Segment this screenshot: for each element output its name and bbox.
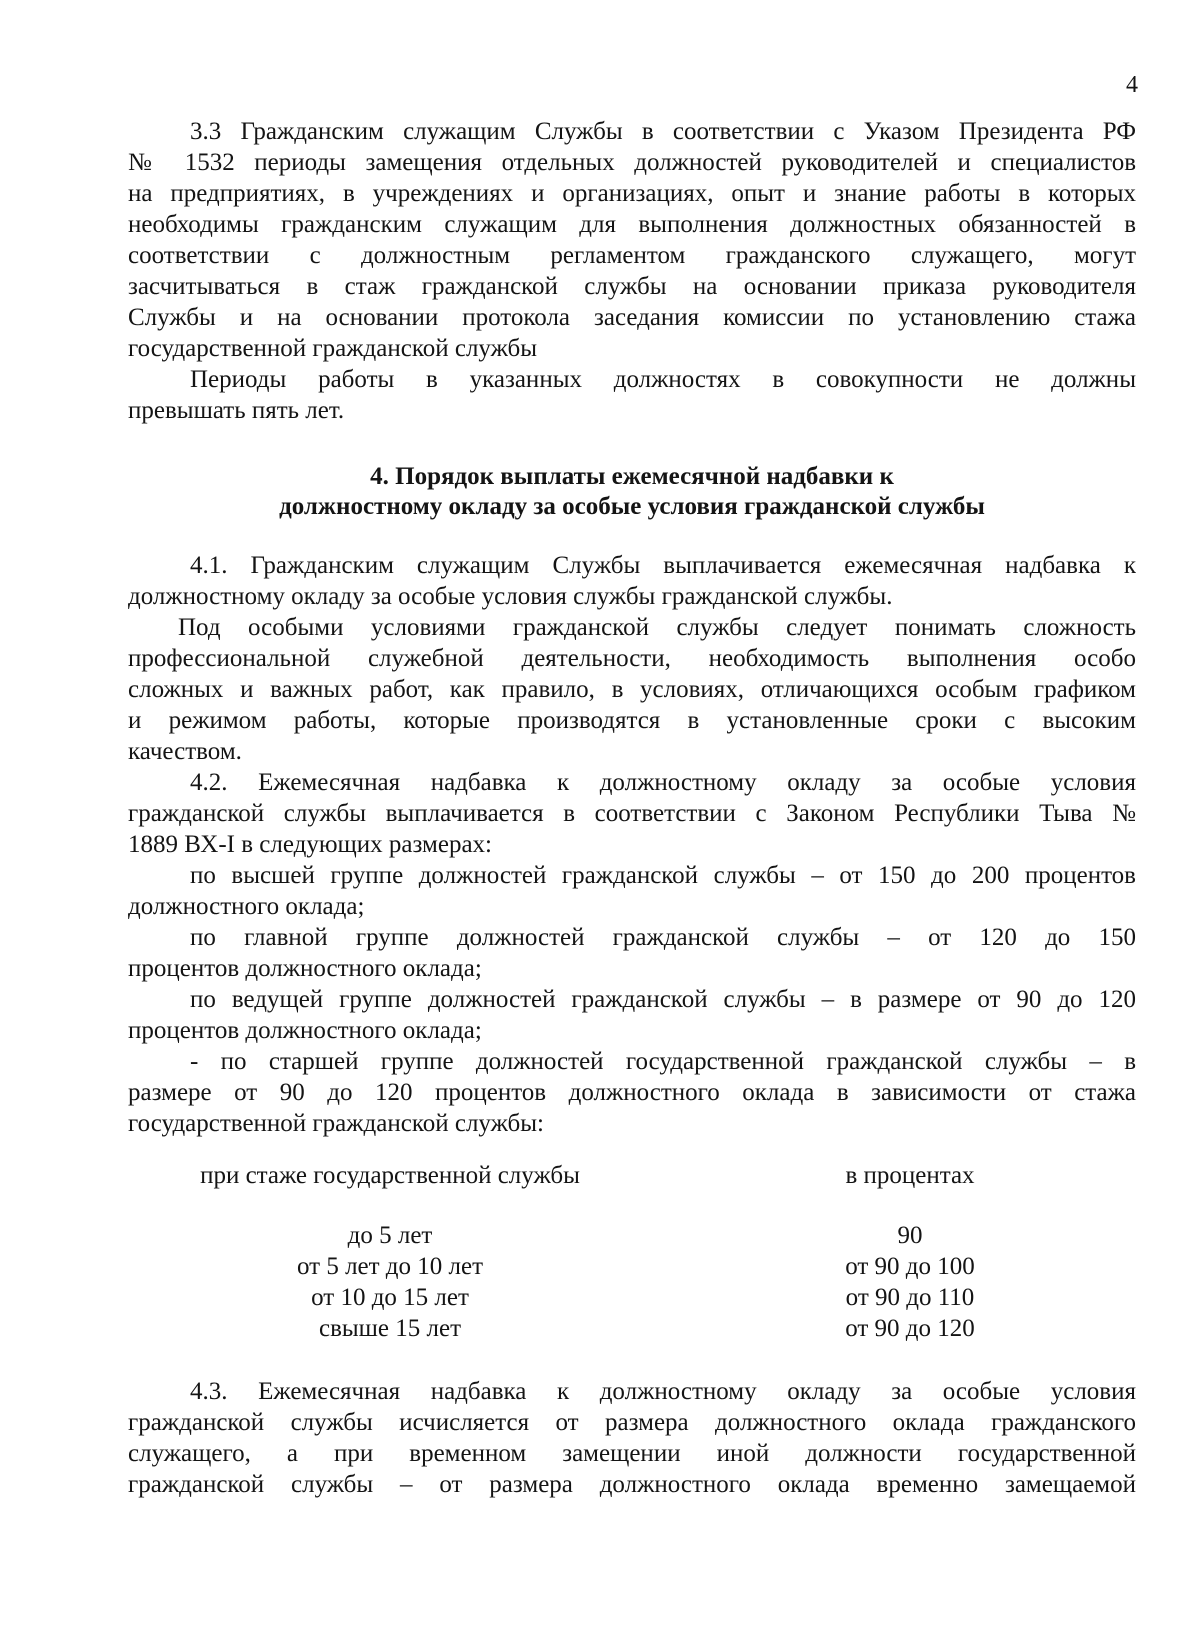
paragraph-line: № 1532 периоды замещения отдельных должностей руководителей и специалистов xyxy=(128,149,1136,176)
paragraph-line: 4.2. Ежемесячная надбавка к должностному окладу за особые условия xyxy=(190,769,1136,796)
paragraph-line: по ведущей группе должностей гражданской службы – в размере от 90 до 120 xyxy=(190,986,1136,1013)
paragraph-line: 3.3 Гражданским служащим Службы в соответствии с Указом Президента РФ xyxy=(190,118,1136,145)
paragraph-line: - по старшей группе должностей государственной гражданской службы – в xyxy=(190,1048,1136,1075)
paragraph-line: 1889 ВХ-I в следующих размерах: xyxy=(128,831,493,858)
paragraph-line: государственной гражданской службы: xyxy=(128,1110,544,1137)
table-cell-stage: от 10 до 15 лет xyxy=(311,1284,469,1311)
table-header-stage: при стаже государственной службы xyxy=(200,1162,580,1189)
table-cell-stage: свыше 15 лет xyxy=(318,1315,462,1342)
paragraph-line: процентов должностного оклада; xyxy=(128,955,482,982)
paragraph-line: Службы и на основании протокола заседания комиссии по установлению стажа xyxy=(128,304,1136,331)
paragraph-line: гражданской службы выплачивается в соответствии с Законом Республики Тыва № xyxy=(128,800,1136,827)
paragraph-line: 4.1. Гражданским служащим Службы выплачивается ежемесячная надбавка к xyxy=(190,552,1136,579)
paragraph-line: по высшей группе должностей гражданской службы – от 150 до 200 процентов xyxy=(190,862,1136,889)
table-cell-percent: от 90 до 110 xyxy=(845,1284,975,1311)
paragraph-line: Периоды работы в указанных должностях в совокупности не должны xyxy=(190,366,1136,393)
paragraph-line: и режимом работы, которые производятся в установленные сроки с высоким xyxy=(128,707,1136,734)
paragraph-line: должностному окладу за особые условия службы гражданской службы. xyxy=(128,583,893,610)
table-cell-percent: 90 xyxy=(897,1222,923,1249)
paragraph-line: 4.3. Ежемесячная надбавка к должностному окладу за особые условия xyxy=(190,1378,1136,1405)
table-cell-stage: от 5 лет до 10 лет xyxy=(296,1253,484,1280)
paragraph-line: гражданской службы – от размера должностного оклада временно замещаемой xyxy=(128,1471,1136,1498)
paragraph-line: служащего, а при временном замещении иной должности государственной xyxy=(128,1440,1136,1467)
paragraph-line: превышать пять лет. xyxy=(128,397,345,424)
paragraph-line: процентов должностного оклада; xyxy=(128,1017,482,1044)
paragraph-line: должностного оклада; xyxy=(128,893,365,920)
heading-line: должностному окладу за особые условия гражданской службы xyxy=(279,493,985,520)
paragraph-line: соответствии с должностным регламентом гражданского служащего, могут xyxy=(128,242,1136,269)
paragraph-line: Под особыми условиями гражданской службы следует понимать сложность xyxy=(178,614,1136,641)
paragraph-line: гражданской службы исчисляется от размера должностного оклада гражданского xyxy=(128,1409,1136,1436)
table-cell-percent: от 90 до 120 xyxy=(845,1315,975,1342)
paragraph-line: на предприятиях, в учреждениях и организациях, опыт и знание работы в которых xyxy=(128,180,1136,207)
heading-line: 4. Порядок выплаты ежемесячной надбавки к xyxy=(370,463,894,490)
paragraph-line: размере от 90 до 120 процентов должностного оклада в зависимости от стажа xyxy=(128,1079,1136,1106)
paragraph-line: засчитываться в стаж гражданской службы на основании приказа руководителя xyxy=(128,273,1136,300)
paragraph-line: профессиональной служебной деятельности, необходимость выполнения особо xyxy=(128,645,1136,672)
paragraph-line: сложных и важных работ, как правило, в условиях, отличающихся особым графиком xyxy=(128,676,1136,703)
paragraph-line: качеством. xyxy=(128,738,242,765)
table-header-percent: в процентах xyxy=(845,1162,975,1189)
paragraph-line: необходимы гражданским служащим для выполнения должностных обязанностей в xyxy=(128,211,1136,238)
table-cell-percent: от 90 до 100 xyxy=(845,1253,975,1280)
page-number: 4 xyxy=(1126,72,1138,98)
paragraph-line: по главной группе должностей гражданской службы – от 120 до 150 xyxy=(190,924,1136,951)
paragraph-line: государственной гражданской службы xyxy=(128,335,538,362)
table-cell-stage: до 5 лет xyxy=(347,1222,433,1249)
